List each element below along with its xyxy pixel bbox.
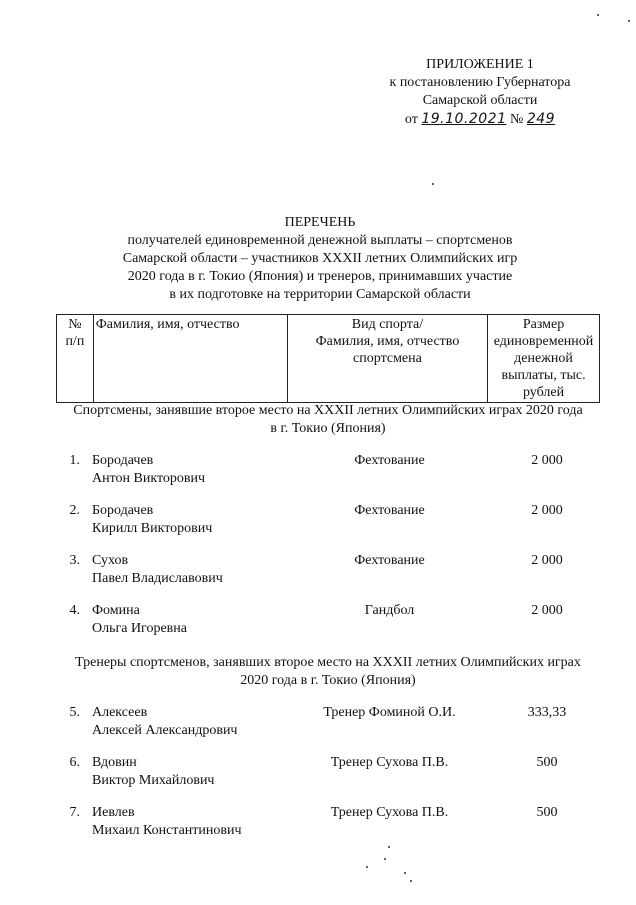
row-sport: Фехтование	[354, 503, 425, 518]
row-amount: 333,33	[527, 705, 567, 720]
header-name: Фамилия, имя, отчество	[93, 315, 287, 403]
row-full-name: Фомина Ольга Игоревна	[92, 603, 187, 636]
scan-speck	[366, 866, 368, 868]
row-number: 3.	[69, 553, 80, 568]
scan-speck	[597, 14, 599, 16]
row-full-name: Алексеев Алексей Александрович	[92, 705, 238, 738]
appendix-block	[360, 56, 600, 129]
appendix-region-line: Самарской области	[422, 93, 538, 108]
row-sport: Тренер Фоминой О.И.	[323, 705, 456, 720]
row-amount: 500	[536, 805, 558, 820]
row-amount: 2 000	[531, 453, 563, 468]
heading-line: 2020 года в г. Токио (Япония) и тренеров, принимавших участие	[127, 269, 513, 284]
heading-line: Самарской области – участников XXXII летних Олимпийских игр	[122, 251, 518, 266]
scan-speck	[628, 20, 630, 22]
row-sport: Фехтование	[354, 453, 425, 468]
date-prefix: от	[404, 112, 418, 127]
table-row	[56, 602, 600, 642]
scan-speck	[388, 846, 390, 848]
section-title-athletes: Спортсмены, занявшие второе место на XXXII летних Олимпийских играх 2020 года в г. Токио (Япония)	[73, 403, 583, 436]
row-number: 1.	[69, 453, 80, 468]
row-full-name: Вдовин Виктор Михайлович	[92, 755, 215, 788]
row-sport: Фехтование	[354, 553, 425, 568]
row-sport: Тренер Сухова П.В.	[330, 805, 449, 820]
scan-speck	[384, 858, 386, 860]
header-num: № п/п	[57, 315, 94, 403]
table-row	[56, 552, 600, 592]
heading-title: ПЕРЕЧЕНЬ	[284, 215, 356, 230]
heading-line: в их подготовке на территории Самарской области	[169, 287, 471, 302]
handwritten-number: 249	[526, 111, 556, 127]
number-prefix: №	[510, 112, 524, 127]
table-row	[56, 452, 600, 492]
decree-date-number-line	[360, 110, 600, 129]
heading-line: получателей единовременной денежной выплаты – спортсменов	[127, 233, 513, 248]
row-number: 6.	[69, 755, 80, 770]
row-number: 2.	[69, 503, 80, 518]
row-full-name: Сухов Павел Владиславович	[92, 553, 223, 586]
row-amount: 500	[536, 755, 558, 770]
row-amount: 2 000	[531, 503, 563, 518]
appendix-title: ПРИЛОЖЕНИЕ 1	[426, 57, 534, 72]
appendix-decree-line: к постановлению Губернатора	[389, 75, 571, 90]
recipients-table-header	[56, 314, 600, 403]
table-row	[56, 704, 600, 744]
row-number: 4.	[69, 603, 80, 618]
table-header-row	[57, 315, 600, 403]
row-sport: Гандбол	[364, 603, 415, 618]
header-sport: Вид спорта/ Фамилия, имя, отчество спортсмена	[287, 315, 487, 403]
table-row	[56, 804, 600, 844]
table-row	[56, 754, 600, 794]
row-full-name: Бородачев Антон Викторович	[92, 453, 206, 486]
row-sport: Тренер Сухова П.В.	[330, 755, 449, 770]
row-amount: 2 000	[531, 603, 563, 618]
row-number: 5.	[69, 705, 80, 720]
header-amount: Размер единовременной денежной выплаты, тыс. рублей	[488, 315, 600, 403]
row-full-name: Иевлев Михаил Константинович	[92, 805, 242, 838]
handwritten-date: 19.10.2021	[421, 111, 507, 127]
row-number: 7.	[69, 805, 80, 820]
document-heading	[60, 214, 580, 304]
row-amount: 2 000	[531, 553, 563, 568]
scan-speck	[404, 872, 406, 874]
section-title-coaches: Тренеры спортсменов, занявших второе место на XXXII летних Олимпийских играх 2020 года в г. Токио (Япония)	[75, 655, 581, 688]
scan-speck	[432, 183, 434, 185]
row-full-name: Бородачев Кирилл Викторович	[92, 503, 213, 536]
table-row	[56, 502, 600, 542]
scan-speck	[410, 880, 412, 882]
